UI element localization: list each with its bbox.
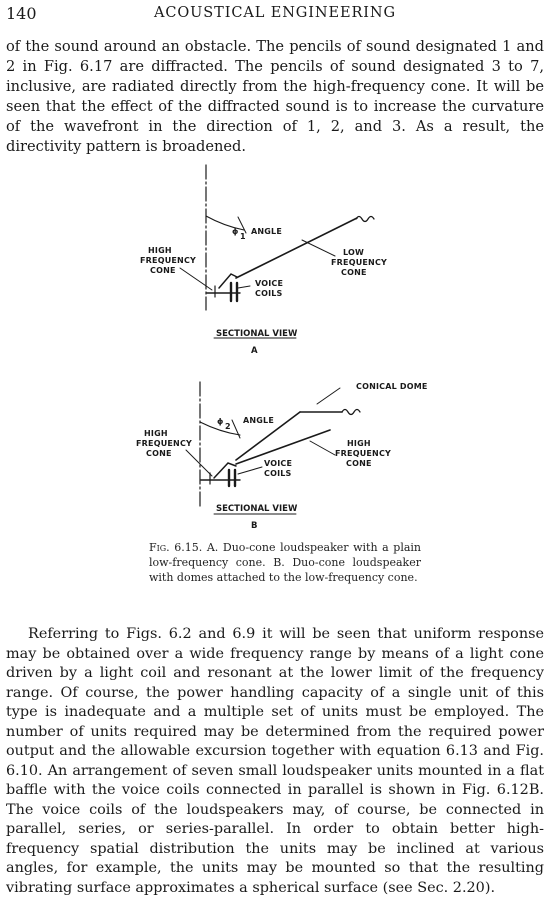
paragraph-1-text: of the sound around an obstacle. The pencils of sound designated 1 and 2 in Fig. 6.17 are diffracted. The pencils of sound designated 3 to 7, inclusive, are radiated directly from the high-frequency cone. It will be seen that the effect of the diffracted sound is to increase the curvature of the wavefront in the direction of 1, 2, and 3. As a result, the directivity pattern is broadened. bbox=[6, 38, 544, 155]
view-b-letter: B bbox=[251, 521, 258, 531]
hf-cone-b-left-line1: HIGH bbox=[144, 429, 168, 438]
caption-text: A. Duo-cone loudspeaker with a plain low-frequency cone. B. Duo-cone loudspeaker with domes attached to the low-frequency cone. bbox=[149, 541, 422, 584]
angle-a-label: ANGLE bbox=[251, 227, 283, 236]
loudspeaker-diagram bbox=[0, 160, 550, 540]
running-title: ACOUSTICAL ENGINEERING bbox=[154, 5, 396, 21]
angle-b-subscript: 2 bbox=[225, 422, 231, 431]
view-a-title: SECTIONAL VIEW bbox=[216, 329, 298, 339]
hf-cone-a-line2: FREQUENCY bbox=[140, 256, 197, 265]
phi-symbol-b: ϕ bbox=[217, 417, 224, 426]
view-b-labels bbox=[136, 382, 428, 531]
angle-b-label: ANGLE bbox=[243, 416, 275, 425]
lf-cone-a-line3: CONE bbox=[341, 268, 367, 277]
voice-coils-a-line1: VOICE bbox=[255, 279, 284, 288]
hf-cone-a-line1: HIGH bbox=[148, 246, 172, 255]
view-b-title: SECTIONAL VIEW bbox=[216, 504, 298, 514]
hf-cone-b-right-line3: CONE bbox=[346, 459, 372, 468]
view-a-letter: A bbox=[251, 346, 258, 356]
lf-cone-a-line1: LOW bbox=[343, 248, 365, 257]
voice-coils-b-line1: VOICE bbox=[264, 459, 293, 468]
view-a-labels bbox=[140, 227, 387, 356]
hf-cone-b-left-line3: CONE bbox=[146, 449, 172, 458]
voice-coils-b-line2: COILS bbox=[264, 469, 292, 478]
hf-cone-a-line3: CONE bbox=[150, 266, 176, 275]
paragraph-bottom bbox=[6, 625, 544, 898]
angle-a-subscript: 1 bbox=[240, 232, 246, 241]
hf-cone-b-right-line1: HIGH bbox=[347, 439, 371, 448]
paragraph-2-text: Referring to Figs. 6.2 and 6.9 it will be seen that uniform response may be obtained over a wide frequency range by means of a light cone driven by a light coil and resonant at the lower limit of the frequency range. Of course, the power handling capacity of a single unit of this type is inadequate and a multiple set of units must be employed. The number of units required may be determined from the required power output and the allowable excursion together with equation 6.13 and Fig. 6.10. An arrangement of seven small loudspeaker units mounted in a flat baffle with the voice coils connected in parallel is shown in Fig. 6.12B. The voice coils of the loudspeakers may, of course, be connected in parallel, series, or series-parallel. In order to obtain better high-frequency spatial distribution the units may be inclined at various angles, for example, the units may be mounted so that the resulting vibrating surface approximates a spherical surface (see Sec. 2.20). bbox=[6, 626, 544, 896]
page-number: 140 bbox=[6, 4, 37, 23]
hf-cone-b-left-line2: FREQUENCY bbox=[136, 439, 193, 448]
lf-cone-a-line2: FREQUENCY bbox=[331, 258, 388, 267]
caption-label: Fig. 6.15. bbox=[149, 541, 203, 554]
hf-cone-b-right-line2: FREQUENCY bbox=[335, 449, 392, 458]
paragraph-top bbox=[6, 37, 544, 157]
sectional-view-b-drawing bbox=[186, 382, 360, 514]
voice-coils-a-line2: COILS bbox=[255, 289, 283, 298]
figure-caption bbox=[149, 540, 421, 585]
page-header bbox=[6, 4, 544, 26]
conical-dome-label: CONICAL DOME bbox=[356, 382, 428, 391]
phi-symbol-a: ϕ bbox=[232, 227, 239, 236]
